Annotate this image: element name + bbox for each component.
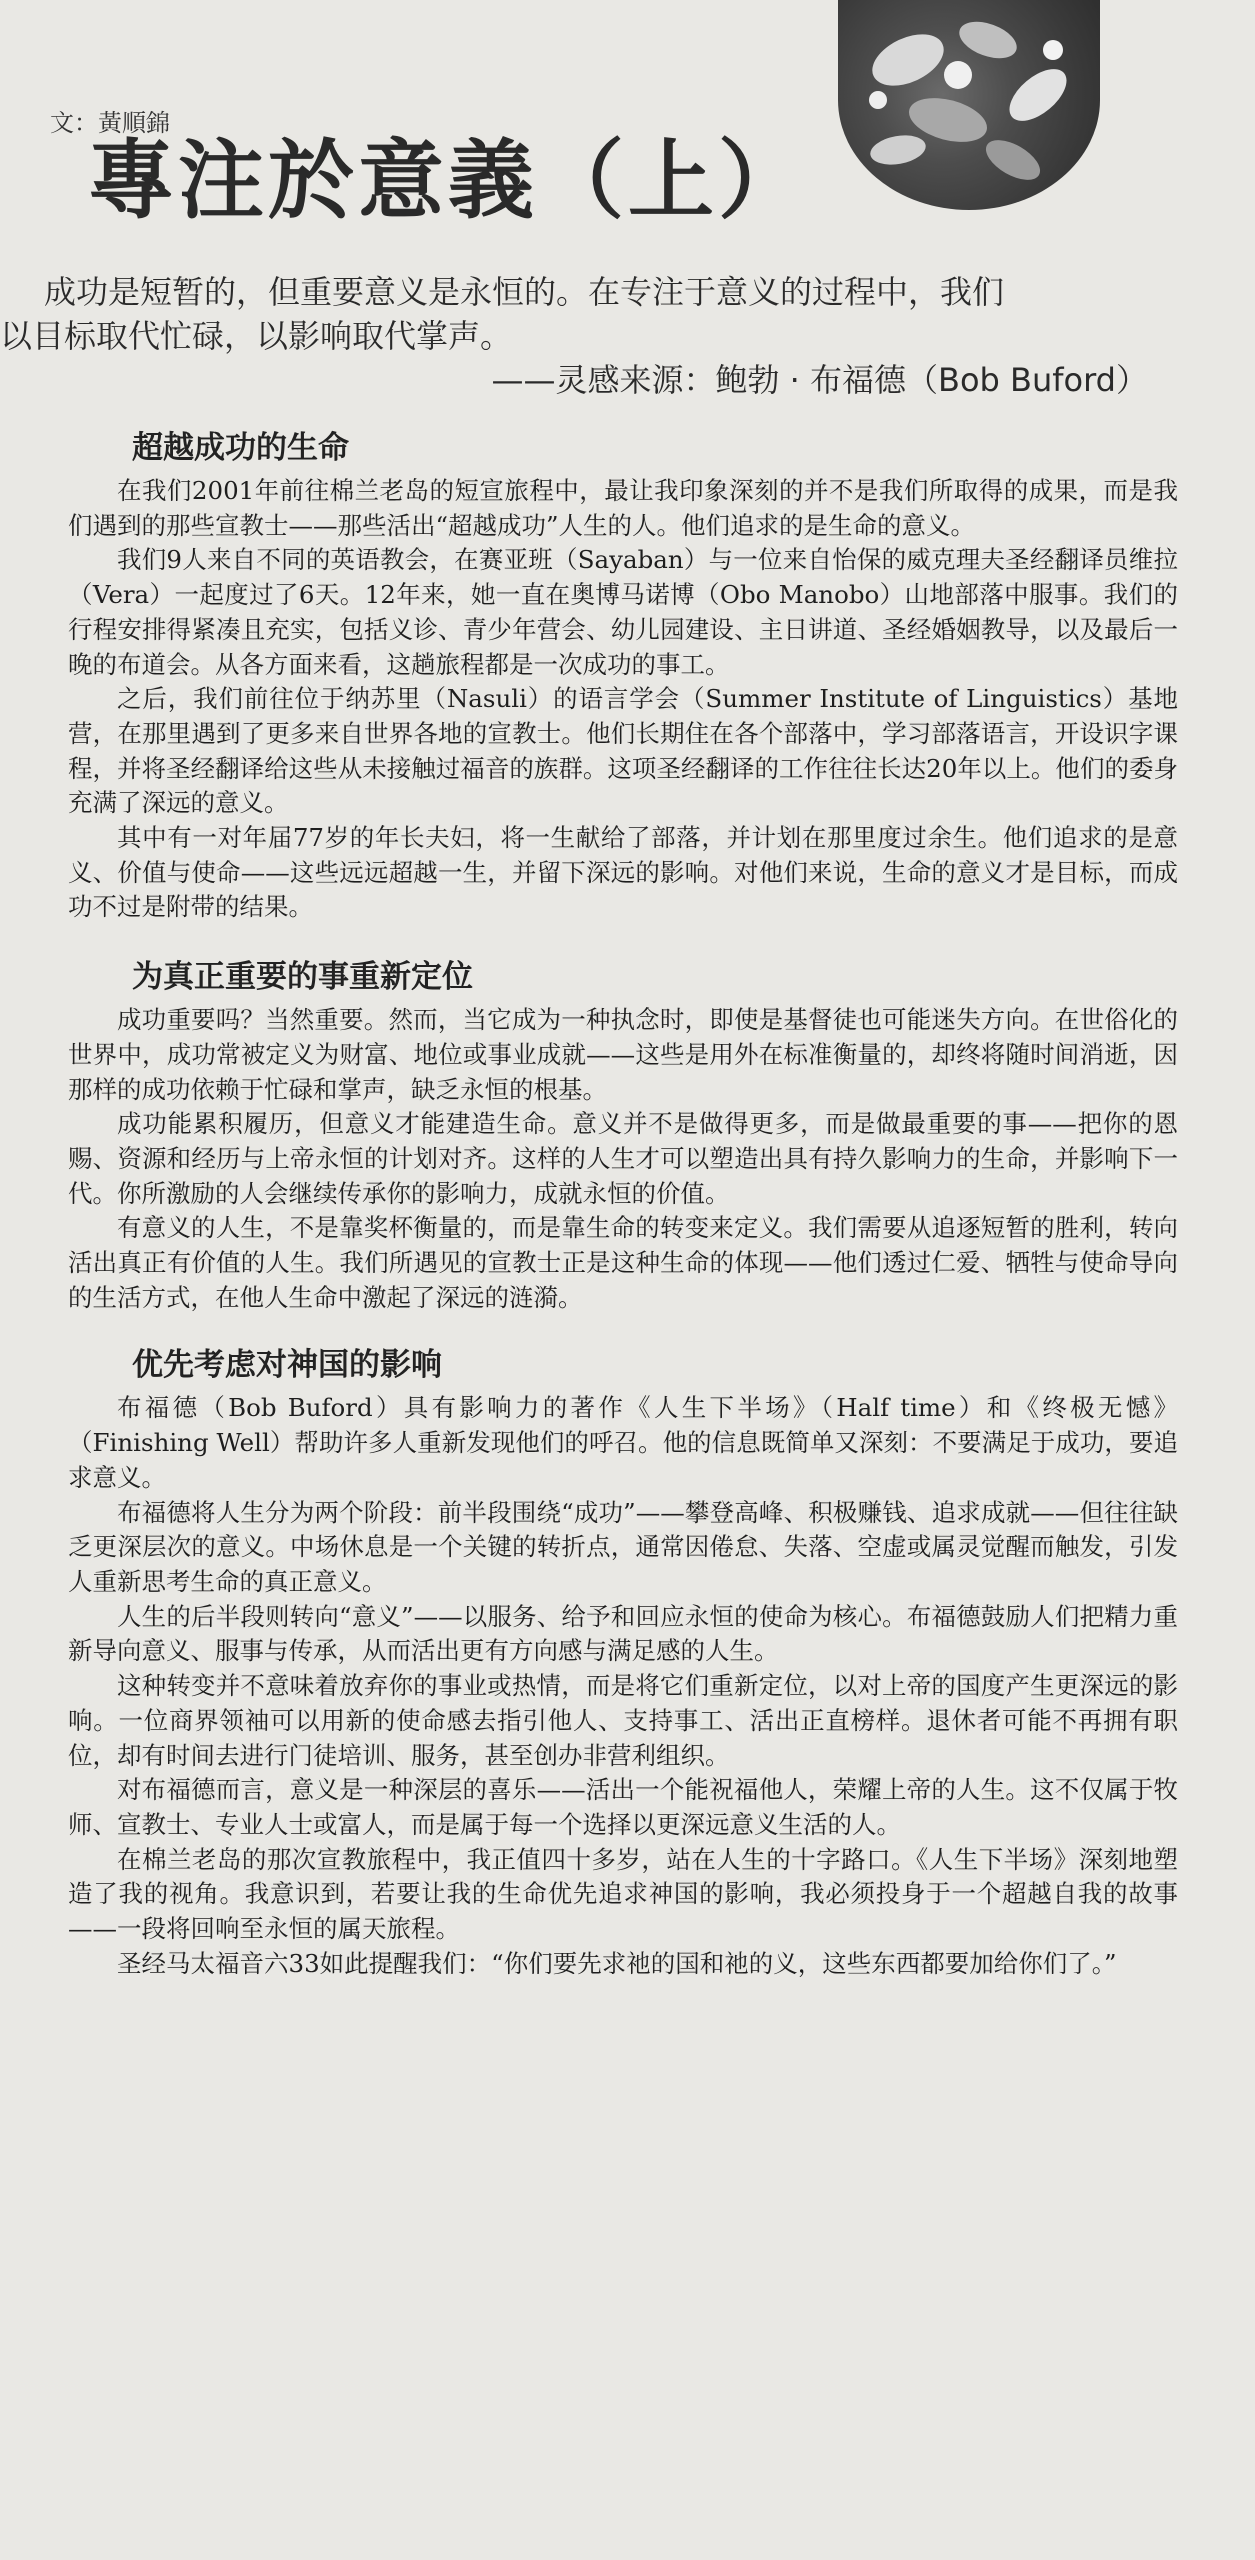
author-byline: 文：黃順錦 [50, 109, 170, 137]
paragraph: 布福德（Bob Buford）具有影响力的著作《人生下半场》（Half time）和《终极无憾》（Finishing Well）帮助许多人重新发现他们的呼召。他的信息既简单又深刻：不要满足于成功，要追求意义。 [68, 1393, 1178, 1492]
paragraph: 我们9人来自不同的英语教会，在赛亚班（Sayaban）与一位来自怡保的威克理夫圣经翻译员维拉（Vera）一起度过了6天。12年来，她一直在奥博马诺博（Obo Manobo）山地部落中服事。我们的行程安排得紧凑且充实，包括义诊、青少年营会、幼儿园建设、主日讲道、圣经婚姻教导，以及最后一晚的布道会。从各方面来看，这趟旅程都是一次成功的事工。 [68, 545, 1178, 679]
paragraph: 布福德将人生分为两个阶段：前半段围绕“成功”——攀登高峰、积极赚钱、追求成就——但往往缺乏更深层次的意义。中场休息是一个关键的转折点，通常因倦怠、失落、空虚或属灵觉醒而触发，引发人重新思考生命的真正意义。 [68, 1497, 1178, 1596]
article-title: 專注於意義（上） [88, 131, 808, 231]
paragraph: 成功能累积履历，但意义才能建造生命。意义并不是做得更多，而是做最重要的事——把你的恩赐、资源和经历与上帝永恒的计划对齐。这样的人生才可以塑造出具有持久影响力的生命，并影响下一代。你所激励的人会继续传承你的影响力，成就永恒的价值。 [68, 1109, 1178, 1208]
intro-line-2: 以目标取代忙碌，以影响取代掌声。 [0, 317, 513, 355]
foliage-image [838, 0, 1100, 210]
section-heading: 为真正重要的事重新定位 [132, 959, 473, 996]
section-heading: 超越成功的生命 [132, 430, 349, 466]
paragraph: 这种转变并不意味着放弃你的事业或热情，而是将它们重新定位，以对上帝的国度产生更深远的影响。一位商界领袖可以用新的使命感去指引他人、支持事工、活出正直榜样。退休者可能不再拥有职位，却有时间去进行门徒培训、服务，甚至创办非营利组织。 [68, 1671, 1178, 1770]
paragraph: 成功重要吗？当然重要。然而，当它成为一种执念时，即使是基督徒也可能迷失方向。在世俗化的世界中，成功常被定义为财富、地位或事业成就——这些是用外在标准衡量的，却终将随时间消逝，因那样的成功依赖于忙碌和掌声，缺乏永恒的根基。 [68, 1005, 1178, 1104]
intro-source: ——灵感来源：鲍勃 · 布福德（Bob Buford） [491, 361, 1148, 399]
paragraph: 之后，我们前往位于纳苏里（Nasuli）的语言学会（Summer Institute of Linguistics）基地营，在那里遇到了更多来自世界各地的宣教士。他们长期住在各个部落中，学习部落语言，开设识字课程，并将圣经翻译给这些从未接触过福音的族群。这项圣经翻译的工作往往长达20年以上。他们的委身充满了深远的意义。 [68, 684, 1178, 818]
section-heading: 优先考虑对神国的影响 [132, 1347, 442, 1384]
paragraph: 有意义的人生，不是靠奖杯衡量的，而是靠生命的转变来定义。我们需要从追逐短暂的胜利，转向活出真正有价值的人生。我们所遇见的宣教士正是这种生命的体现——他们透过仁爱、牺牲与使命导向的生活方式，在他人生命中激起了深远的涟漪。 [68, 1213, 1178, 1312]
section-kingdom-impact [68, 1345, 1178, 1981]
paragraph: 对布福德而言，意义是一种深层的喜乐——活出一个能祝福他人，荣耀上帝的人生。这不仅属于牧师、宣教士、专业人士或富人，而是属于每一个选择以更深远意义生活的人。 [68, 1775, 1178, 1839]
paragraph: 在我们2001年前往棉兰老岛的短宣旅程中，最让我印象深刻的并不是我们所取得的成果，而是我们遇到的那些宣教士——那些活出“超越成功”人生的人。他们追求的是生命的意义。 [68, 476, 1178, 540]
intro-quote [0, 270, 1160, 402]
article-body [68, 428, 1178, 1981]
section-beyond-success [68, 428, 1178, 925]
paragraph: 其中有一对年届77岁的年长夫妇，将一生献给了部落，并计划在那里度过余生。他们追求的是意义、价值与使命——这些远远超越一生，并留下深远的影响。对他们来说，生命的意义才是目标，而成功不过是附带的结果。 [68, 823, 1178, 922]
paragraph: 在棉兰老岛的那次宣教旅程中，我正值四十多岁，站在人生的十字路口。《人生下半场》深刻地塑造了我的视角。我意识到，若要让我的生命优先追求神国的影响，我必须投身于一个超越自我的故事——一段将回响至永恒的属天旅程。 [68, 1844, 1178, 1944]
paragraph: 圣经马太福音六33如此提醒我们：“你们要先求祂的国和祂的义，这些东西都要加给你们了。” [117, 1948, 1117, 1978]
header-photo [838, 0, 1100, 210]
section-reposition [68, 957, 1178, 1315]
paragraph: 人生的后半段则转向“意义”——以服务、给予和回应永恒的使命为核心。布福德鼓励人们把精力重新导向意义、服事与传承，从而活出更有方向感与满足感的人生。 [68, 1601, 1178, 1666]
intro-line-1: 成功是短暂的，但重要意义是永恒的。在专注于意义的过程中，我们 [44, 273, 1005, 311]
